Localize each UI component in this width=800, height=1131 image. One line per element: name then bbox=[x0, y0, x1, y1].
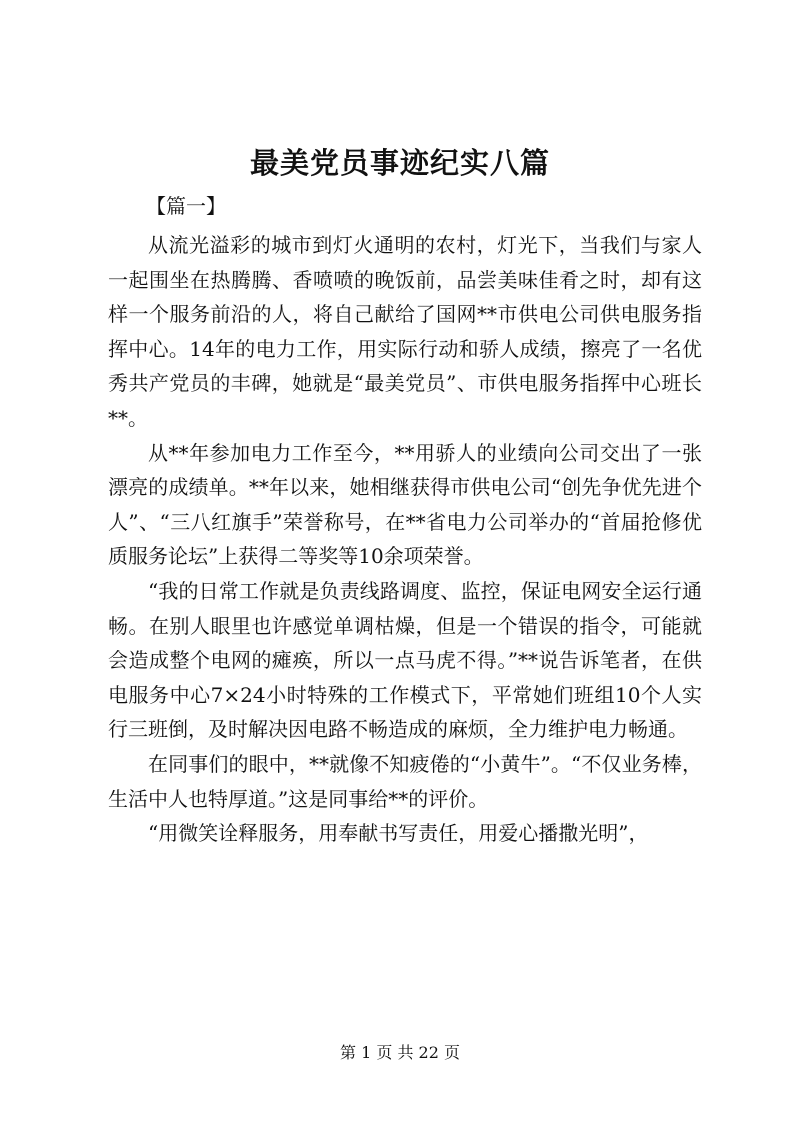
paragraph-5: “用微笑诠释服务，用奉献书写责任，用爱心播撒光明”， bbox=[148, 821, 649, 846]
paragraph-1: 从流光溢彩的城市到灯火通明的农村，灯光下，当我们与家人一起围坐在热腾腾、香喷喷的晚饭前，品尝美味佳肴之时，却有这样一个服务前沿的人，将自己献给了国网**市供电公司供电服务指挥中心。14年的电力工作，用实际行动和骄人成绩，擦亮了一名优秀共产党员的丰碑，她就是“最美党员”、市供电服务指挥中心班长**。 bbox=[108, 233, 702, 430]
document-title: 最美党员事迹纪实八篇 bbox=[249, 146, 550, 180]
document-body bbox=[108, 228, 702, 851]
paragraph-4: 在同事们的眼中，**就像不知疲倦的“小黄牛”。“不仅业务棒，生活中人也特厚道。”这是同事给**的评价。 bbox=[108, 751, 702, 811]
paragraph-3: “我的日常工作就是负责线路调度、监控，保证电网安全运行通畅。在别人眼里也许感觉单调枯燥，但是一个错误的指令，可能就会造成整个电网的瘫痪，所以一点马虎不得。”**说告诉笔者，在供电服务中心7×24小时特殊的工作模式下，平常她们班组10个人实行三班倒，及时解决因电路不畅造成的麻烦，全力维护电力畅通。 bbox=[108, 578, 702, 742]
paragraph-2: 从**年参加电力工作至今，**用骄人的业绩向公司交出了一张漂亮的成绩单。**年以来，她相继获得市供电公司“创先争优先进个人”、“三八红旗手”荣誉称号，在**省电力公司举办的“首届抢修优质服务论坛”上获得二等奖等10余项荣誉。 bbox=[108, 440, 702, 569]
section-label: 【篇一】 bbox=[146, 194, 226, 218]
page-footer: 第 1 页 共 22 页 bbox=[340, 1043, 460, 1062]
